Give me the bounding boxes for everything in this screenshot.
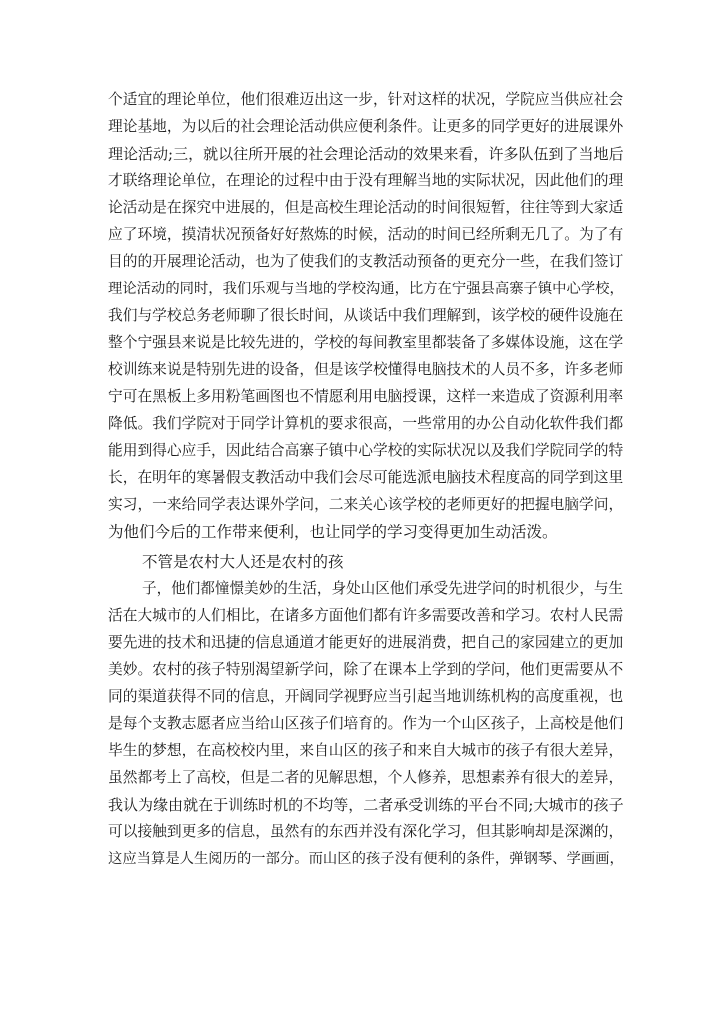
text-line: 理论基地，为以后的社会理论活动供应便利条件。让更多的同学更好的进展课外 [108, 118, 624, 135]
text-line: 能用到得心应手，因此结合高寨子镇中心学校的实际状况以及我们学院同学的特 [108, 442, 624, 459]
text-line: 个适宜的理论单位，他们很难迈出这一步，针对这样的状况，学院应当供应社会 [108, 91, 624, 108]
text-line: 我认为缘由就在于训练时机的不均等，二者承受训练的平台不同;大城市的孩子 [108, 796, 624, 814]
text-line: 可以接触到更多的信息，虽然有的东西并没有深化学习，但其影响却是深渊的， [108, 823, 624, 840]
text-line: 这应当算是人生阅历的一部分。而山区的孩子没有便利的条件，弹钢琴、学画画， [108, 851, 624, 867]
text-line: 为他们今后的工作带来便利，也让同学的学习变得更加生动活泼。 [108, 523, 558, 541]
text-line: 目的的开展理论活动，也为了使我们的支教活动预备的更充分一些，在我们签订 [108, 253, 624, 270]
text-line: 子，他们都憧憬美妙的生活，身处山区他们承受先进学问的时机很少，与生 [142, 580, 624, 597]
text-line: 毕生的梦想，在高校校内里，来自山区的孩子和来自大城市的孩子有很大差异， [108, 742, 624, 759]
text-line: 宁可在黑板上多用粉笔画图也不情愿利用电脑授课，这样一来造成了资源利用率 [108, 388, 624, 405]
text-line: 整个宁强县来说是比较先进的，学校的每间教室里都装备了多媒体设施，这在学 [108, 334, 624, 351]
text-line: 同的渠道获得不同的信息，开阔同学视野应当引起当地训练机构的高度重视，也 [108, 688, 624, 705]
text-line: 我们与学校总务老师聊了很长时间，从谈话中我们理解到，该学校的硬件设施在 [108, 307, 624, 324]
text-line: 活在大城市的人们相比，在诸多方面他们都有许多需要改善和学习。农村人民需 [108, 607, 624, 624]
paragraph-heading: 不管是农村大人还是农村的孩 [142, 553, 344, 571]
text-line: 论活动是在探究中进展的，但是高校生理论活动的时间很短暂，往往等到大家适 [108, 199, 624, 216]
text-line: 要先进的技术和迅捷的信息通道才能更好的进展消费，把自己的家园建立的更加 [108, 634, 624, 651]
text-line: 降低。我们学院对于同学计算机的要求很高，一些常用的办公自动化软件我们都 [108, 415, 624, 432]
text-line: 才联络理论单位，在理论的过程中由于没有理解当地的实际状况，因此他们的理 [108, 172, 624, 189]
text-line: 长，在明年的寒暑假支教活动中我们会尽可能选派电脑技术程度高的同学到这里 [108, 469, 624, 486]
text-line: 实习，一来给同学表达课外学问，二来关心该学校的老师更好的把握电脑学问， [108, 496, 624, 513]
text-line: 美妙。农村的孩子特别渴望新学问，除了在课本上学到的学问，他们更需要从不 [108, 661, 624, 678]
text-line: 理论活动的同时，我们乐观与当地的学校沟通，比方在宁强县高寨子镇中心学校， [108, 281, 624, 297]
text-line: 应了环境，摸清状况预备好好熬炼的时候，活动的时间已经所剩无几了。为了有 [108, 226, 624, 243]
text-line: 虽然都考上了高校，但是二者的见解思想，个人修养，思想素养有很大的差异， [108, 769, 624, 786]
text-line: 是每个支教志愿者应当给山区孩子们培育的。作为一个山区孩子，上高校是他们 [108, 715, 624, 732]
text-line: 校训练来说是特别先进的设备，但是该学校懂得电脑技术的人员不多，许多老师 [108, 361, 624, 378]
text-line: 理论活动;三，就以往所开展的社会理论活动的效果来看，许多队伍到了当地后 [108, 145, 624, 163]
